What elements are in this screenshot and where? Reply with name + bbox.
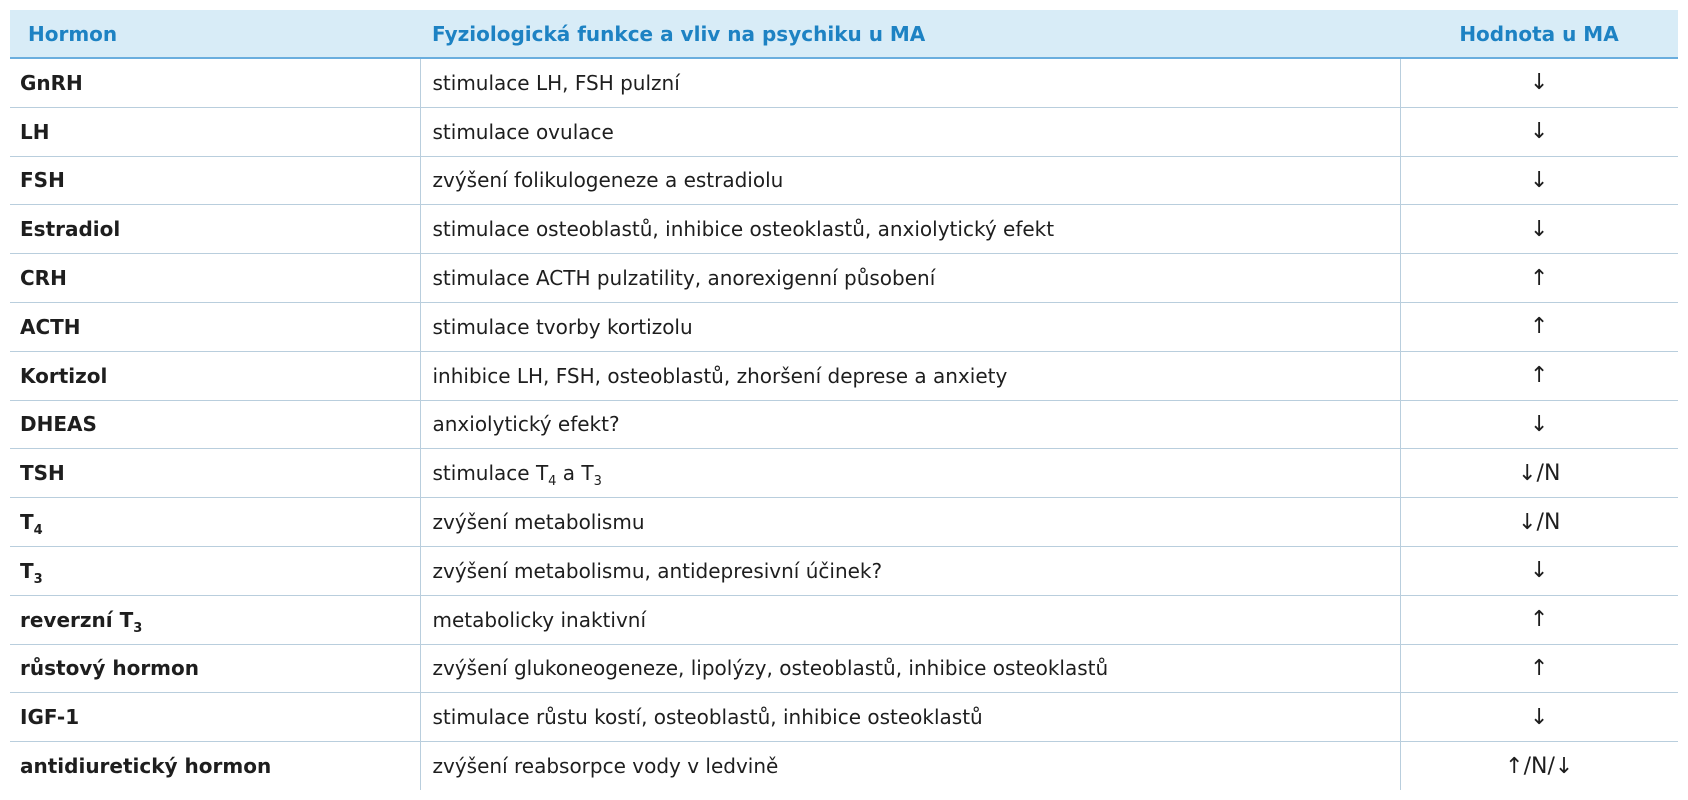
table-row (10, 302, 1678, 351)
header-function: Fyziologická funkce a vliv na psychiku u MA (420, 10, 1400, 58)
hormone-value: ↑ (1400, 644, 1678, 693)
header-hormone: Hormon (10, 10, 420, 58)
hormone-name: růstový hormon (10, 644, 420, 693)
subscript: 3 (33, 571, 43, 587)
table-row (10, 449, 1678, 498)
function-text: stimulace T (432, 461, 549, 486)
subscript: 3 (593, 474, 602, 490)
subscript: 3 (133, 620, 143, 636)
hormone-name: LH (10, 107, 420, 156)
hormone-name: antidiuretický hormon (20, 754, 272, 779)
hormone-value: ↓ (1400, 107, 1678, 156)
hormone-name: GnRH (10, 58, 420, 107)
hormone-function: anxiolytický efekt? (420, 400, 1400, 449)
hormone-function: stimulace osteoblastů, inhibice osteoklastů, anxiolytický efekt (420, 205, 1400, 254)
hormone-table-container (10, 10, 1678, 790)
table-row (10, 254, 1678, 303)
table-row (10, 400, 1678, 449)
hormone-value: ↓ (1400, 400, 1678, 449)
hormone-name: Kortizol (10, 351, 420, 400)
table-row (10, 546, 1678, 595)
hormone-value: ↓ (1400, 156, 1678, 205)
subscript: 4 (33, 523, 43, 539)
hormone-value: ↓ (1400, 205, 1678, 254)
hormone-function: zvýšení folikulogeneze a estradiolu (420, 156, 1400, 205)
hormone-value: ↓ (1400, 546, 1678, 595)
hormone-name (10, 546, 420, 595)
hormone-value: ↓/N (1400, 498, 1678, 547)
hormone-function: stimulace tvorby kortizolu (420, 302, 1400, 351)
hormone-function: stimulace růstu kostí, osteoblastů, inhibice osteoklastů (420, 693, 1400, 742)
hormone-name: IGF-1 (10, 693, 420, 742)
hormone-name: DHEAS (10, 400, 420, 449)
table-row (10, 644, 1678, 693)
hormone-value: ↑ (1400, 595, 1678, 644)
hormone-value: ↑ (1400, 351, 1678, 400)
hormone-value: ↓ (1400, 693, 1678, 742)
hormone-function: stimulace LH, FSH pulzní (420, 58, 1400, 107)
hormone-name: FSH (10, 156, 420, 205)
hormone-value: ↑ (1400, 302, 1678, 351)
table-header (10, 10, 1678, 58)
table-row (10, 156, 1678, 205)
hormone-text: T (20, 558, 34, 583)
hormone-value: ↓ (1400, 58, 1678, 107)
hormone-function: metabolicky inaktivní (420, 595, 1400, 644)
hormone-name: CRH (10, 254, 420, 303)
hormone-value: ↑/N/↓ (1505, 753, 1574, 779)
hormone-function: zvýšení metabolismu (420, 498, 1400, 547)
table-row (10, 205, 1678, 254)
function-text: a T (556, 461, 594, 486)
hormone-function: zvýšení glukoneogeneze, lipolýzy, osteoblastů, inhibice osteoklastů (420, 644, 1400, 693)
subscript: 4 (548, 474, 557, 490)
table-row (10, 107, 1678, 156)
hormone-function: stimulace ovulace (420, 107, 1400, 156)
table-row (10, 595, 1678, 644)
header-row (10, 10, 1678, 58)
table-row (10, 742, 1678, 790)
table-row (10, 693, 1678, 742)
hormone-name: Estradiol (10, 205, 420, 254)
table-row (10, 498, 1678, 547)
table-body (10, 58, 1678, 790)
hormone-text: reverzní T (20, 607, 134, 632)
hormone-table (10, 10, 1678, 790)
hormone-name: ACTH (10, 302, 420, 351)
hormone-name: TSH (10, 449, 420, 498)
hormone-function: stimulace ACTH pulzatility, anorexigenní působení (420, 254, 1400, 303)
hormone-value: ↑ (1400, 254, 1678, 303)
table-row (10, 351, 1678, 400)
hormone-function: inhibice LH, FSH, osteoblastů, zhoršení deprese a anxiety (420, 351, 1400, 400)
hormone-name (10, 498, 420, 547)
hormone-text: T (20, 510, 34, 535)
hormone-function (420, 449, 1400, 498)
table-row (10, 58, 1678, 107)
hormone-name (10, 595, 420, 644)
header-value: Hodnota u MA (1400, 10, 1678, 58)
hormone-function: zvýšení metabolismu, antidepresivní účinek? (420, 546, 1400, 595)
hormone-value: ↓/N (1400, 449, 1678, 498)
hormone-function: zvýšení reabsorpce vody v ledvině (420, 742, 1400, 790)
